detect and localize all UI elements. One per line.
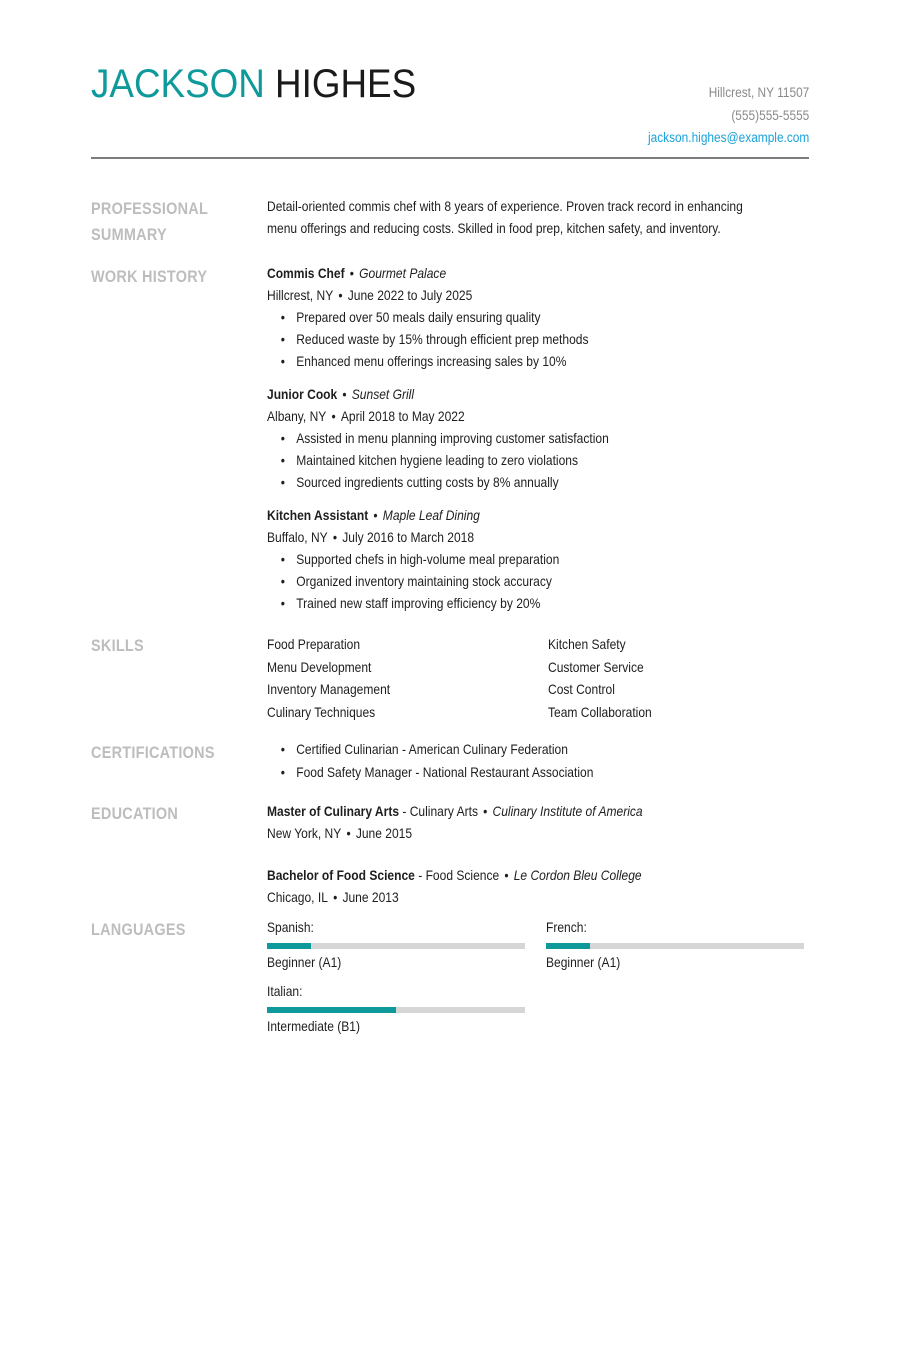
language-item [546,917,804,973]
header-divider [91,157,809,159]
education-meta [267,886,736,908]
summary-text [267,195,812,239]
job-location: Albany, NY [267,408,327,424]
language-proficiency-fill [267,943,311,949]
skill-item: Food Preparation [267,636,361,652]
job-company: Gourmet Palace [359,265,447,281]
language-proficiency-fill [546,943,590,949]
separator: • [338,287,343,303]
separator: • [373,507,378,523]
job-entry [267,262,812,373]
email-link[interactable]: jackson.highes@example.com [647,130,809,145]
job-bullets [267,548,736,614]
job-location: Hillcrest, NY [267,287,334,303]
education-list [267,800,812,918]
job-bullet: • Trained new staff improving efficiency by 20% [281,592,736,614]
skill-item: Team Collaboration [548,703,652,720]
languages-list [267,917,812,1037]
job-bullet: • Reduced waste by 15% through efficient prep methods [281,328,736,350]
skill-item: Kitchen Safety [548,636,626,652]
summary-label-line1: PROFESSIONAL [91,199,209,218]
education-date: June 2013 [342,889,399,905]
education-date: June 2015 [355,825,413,841]
language-name: Spanish: [267,919,314,935]
section-label-summary [91,196,208,248]
job-bullet: • Prepared over 50 meals daily ensuring quality [281,306,736,328]
separator: • [504,867,509,883]
skills-list [267,633,812,723]
education-location: Chicago, IL [267,889,328,905]
language-name: French: [546,919,587,935]
job-title: Kitchen Assistant [267,507,369,523]
language-item [267,917,525,973]
job-entry [267,504,812,614]
language-level: Beginner (A1) [546,954,621,970]
job-bullet: • Assisted in menu planning improving customer satisfaction [281,427,736,449]
education-location: New York, NY [267,825,342,841]
job-meta [267,284,736,306]
certification-item: • Certified Culinarian - American Culinary Federation [281,738,736,761]
section-label-skills: SKILLS [91,636,144,655]
language-proficiency-bar [267,943,525,949]
education-entry [267,800,812,854]
skill-item: Customer Service [548,658,644,675]
separator: • [346,825,351,841]
certification-bullets [267,738,736,784]
job-meta [267,405,736,427]
education-header [267,800,736,822]
job-dates: June 2022 to July 2025 [347,287,473,303]
contact-info [648,82,809,150]
separator: • [333,889,338,905]
education-meta [267,822,736,844]
section-label-education: EDUCATION [91,804,179,823]
language-level: Beginner (A1) [267,954,342,970]
job-dates: July 2016 to March 2018 [342,529,475,545]
skills-grid [267,633,812,723]
job-dates: April 2018 to May 2022 [340,408,465,424]
certifications-list [267,738,812,784]
separator: • [483,803,488,819]
language-proficiency-bar [546,943,804,949]
skill-item: Menu Development [267,658,372,675]
summary-line-2: menu offerings and reducing costs. Skilled in food prep, kitchen safety, and inventory. [267,220,721,236]
job-meta [267,526,736,548]
education-header [267,864,736,886]
location: Hillcrest, NY 11507 [708,85,809,100]
work-history [267,262,812,624]
job-title: Junior Cook [267,386,338,402]
separator: • [342,386,347,402]
job-bullet: • Maintained kitchen hygiene leading to zero violations [281,449,736,471]
summary-line-1: Detail-oriented commis chef with 8 years of experience. Proven track record in enhancing [267,198,743,214]
job-header [267,383,736,405]
job-title: Commis Chef [267,265,345,281]
skill-item: Culinary Techniques [267,703,376,720]
job-bullet: • Organized inventory maintaining stock accuracy [281,570,736,592]
language-proficiency-fill [267,1007,396,1013]
certification-item: • Food Safety Manager - National Restaurant Association [281,761,736,784]
phone: (555)555-5555 [731,107,809,123]
resume-header [91,62,809,145]
job-bullets [267,306,736,372]
field: - Food Science [414,867,500,883]
job-bullet: • Sourced ingredients cutting costs by 8% annually [281,471,736,493]
job-bullet: • Supported chefs in high-volume meal preparation [281,548,736,570]
section-label-certifications: CERTIFICATIONS [91,743,215,762]
degree: Master of Culinary Arts [267,803,400,819]
candidate-name [91,62,416,107]
languages-grid [267,917,812,1037]
separator: • [349,265,354,281]
job-bullets [267,427,736,493]
job-location: Buffalo, NY [267,529,328,545]
field: - Culinary Arts [399,803,478,819]
school: Culinary Institute of America [492,803,643,819]
language-proficiency-bar [267,1007,525,1013]
section-label-work-history: WORK HISTORY [91,267,208,286]
degree: Bachelor of Food Science [267,867,415,883]
education-entry [267,864,812,908]
language-level: Intermediate (B1) [267,1018,361,1034]
job-company: Maple Leaf Dining [382,507,480,523]
separator: • [331,408,336,424]
first-name: JACKSON [91,62,265,106]
job-entry [267,383,812,494]
language-name: Italian: [267,983,303,999]
job-company: Sunset Grill [351,386,415,402]
language-item [267,981,525,1037]
skill-item: Inventory Management [267,681,391,697]
job-header [267,262,736,284]
last-name: HIGHES [275,62,417,106]
summary-label-line2: SUMMARY [91,225,167,244]
section-label-languages: LANGUAGES [91,920,186,939]
job-bullet: • Enhanced menu offerings increasing sales by 10% [281,350,736,372]
skill-item: Cost Control [548,681,615,697]
separator: • [332,529,338,545]
school: Le Cordon Bleu College [513,867,642,883]
job-header [267,504,736,526]
